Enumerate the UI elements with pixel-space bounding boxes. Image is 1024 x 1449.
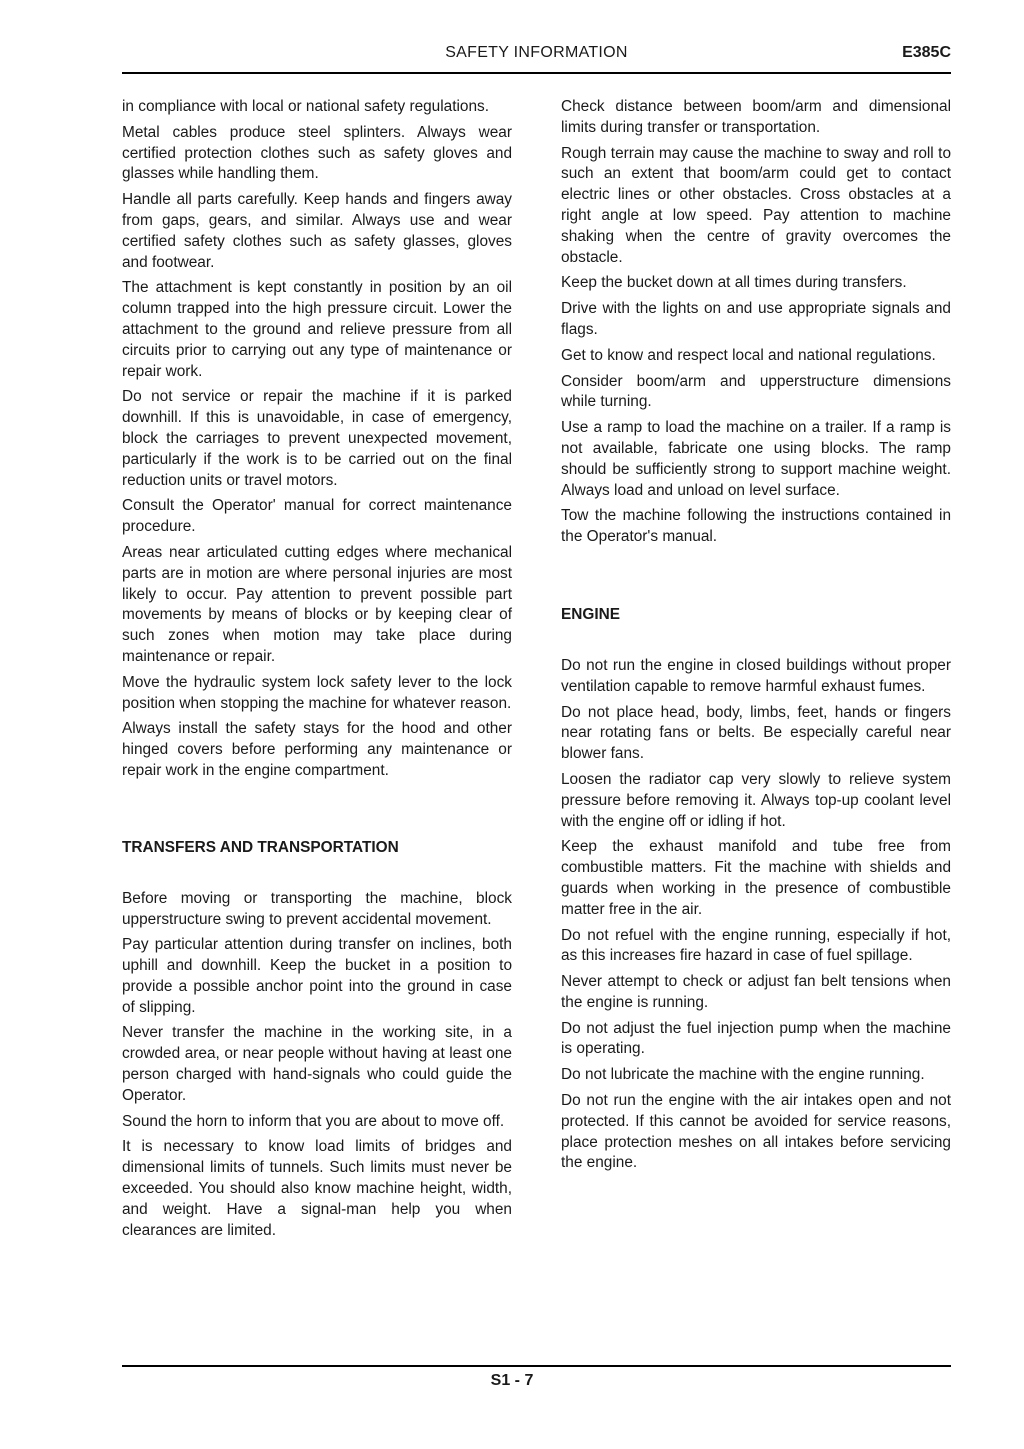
paragraph: Consider boom/arm and upperstructure dimensions while turning. [561, 372, 951, 411]
footer-rule [122, 1365, 951, 1367]
paragraph: Do not run the engine with the air intakes open and not protected. If this cannot be avoided for service reasons, place protection meshes on all intakes before servicing the engine. [561, 1092, 951, 1172]
paragraph: Use a ramp to load the machine on a trailer. If a ramp is not available, fabricate one using blocks. The ramp should be sufficiently strong to support machine weight. Always load and unload on level surface. [561, 419, 951, 499]
paragraph: Consult the Operator' manual for correct maintenance procedure. [122, 497, 512, 536]
paragraph: Loosen the radiator cap very slowly to relieve system pressure before removing it. Always top-up coolant level with the engine off or idling if hot. [561, 770, 951, 830]
header-rule [122, 72, 951, 74]
paragraph: The attachment is kept constantly in position by an oil column trapped into the high pressure circuit. Lower the attachment to the ground and relieve pressure from all circuits prior to carrying out any type of maintenance or repair work. [122, 279, 512, 380]
paragraph: Do not place head, body, limbs, feet, hands or fingers near rotating fans or belts. Be especially careful near blower fans. [561, 703, 951, 763]
paragraph: It is necessary to know load limits of bridges and dimensional limits of tunnels. Such limits must never be exceeded. You should also know machine height, width, and weight. Have a signal-man help you when clearances are limited. [122, 1138, 512, 1239]
paragraph: Keep the exhaust manifold and tube free from combustible matters. Fit the machine with shields and guards when working in the presence of combustible matter free in the air. [561, 838, 951, 918]
paragraph: in compliance with local or national safety regulations. [122, 98, 490, 115]
paragraph: Tow the machine following the instructions contained in the Operator's manual. [561, 507, 951, 546]
paragraph: Pay particular attention during transfer on inclines, both uphill and downhill. Keep the bucket in a position to provide a possible anchor point into the ground in case of slipping. [122, 936, 512, 1016]
paragraph: Rough terrain may cause the machine to sway and roll to such an extent that boom/arm could get to contact electric lines or other obstacles. Cross obstacles at a right angle at low speed. Pay attention to machine shaking when the centre of gravity overcomes the obstacle. [561, 144, 951, 266]
paragraph: Areas near articulated cutting edges where mechanical parts are in motion are where personal injuries are most likely to occur. Pay attention to prevent possible part movements by means of blocks or by keeping clear of such zones when motion may take place during maintenance or repair. [122, 543, 512, 665]
paragraph: Keep the bucket down at all times during transfers. [561, 274, 907, 292]
section-heading-transfers: TRANSFERS AND TRANSPORTATION [122, 838, 399, 856]
paragraph: Do not refuel with the engine running, especially if hot, as this increases fire hazard in case of fuel spillage. [561, 926, 951, 965]
page-number: S1 - 7 [490, 1372, 534, 1389]
left-column [122, 97, 512, 1246]
page-header [122, 40, 951, 72]
paragraph: Metal cables produce steel splinters. Always wear certified protection clothes such as safety gloves and glasses while handling them. [122, 123, 512, 183]
paragraph: Move the hydraulic system lock safety lever to the lock position when stopping the machine for whatever reason. [122, 673, 512, 712]
paragraph: Never transfer the machine in the working site, in a crowded area, or near people without having at least one person charged with hand-signals who could guide the Operator. [122, 1024, 512, 1104]
model-code: E385C [902, 44, 951, 61]
paragraph: Do not adjust the fuel injection pump when the machine is operating. [561, 1019, 951, 1058]
paragraph: Get to know and respect local and national regulations. [561, 346, 936, 364]
paragraph: Check distance between boom/arm and dimensional limits during transfer or transportation. [561, 98, 951, 136]
header-title: SAFETY INFORMATION [445, 44, 628, 61]
paragraph: Drive with the lights on and use appropriate signals and flags. [561, 300, 951, 338]
paragraph: Do not run the engine in closed buildings without proper ventilation capable to remove harmful exhaust fumes. [561, 656, 951, 695]
paragraph: Do not service or repair the machine if it is parked downhill. If this is unavoidable, in case of emergency, block the carriages to prevent unexpected movement, particularly if the work is to be carried out on the final reduction units or travel motors. [122, 388, 512, 489]
right-column [561, 97, 951, 1179]
paragraph: Always install the safety stays for the hood and other hinged covers before performing any maintenance or repair work in the engine compartment. [122, 720, 512, 779]
paragraph: Do not lubricate the machine with the engine running. [561, 1066, 925, 1084]
section-heading-engine: ENGINE [561, 605, 621, 623]
paragraph: Sound the horn to inform that you are about to move off. [122, 1112, 505, 1130]
paragraph: Never attempt to check or adjust fan belt tensions when the engine is running. [561, 973, 951, 1011]
paragraph: Handle all parts carefully. Keep hands and fingers away from gaps, gears, and similar. Always use and wear certified safety clothes such as safety glasses, gloves and footwear. [122, 191, 512, 271]
paragraph: Before moving or transporting the machine, block upperstructure swing to prevent accidental movement. [122, 889, 512, 928]
